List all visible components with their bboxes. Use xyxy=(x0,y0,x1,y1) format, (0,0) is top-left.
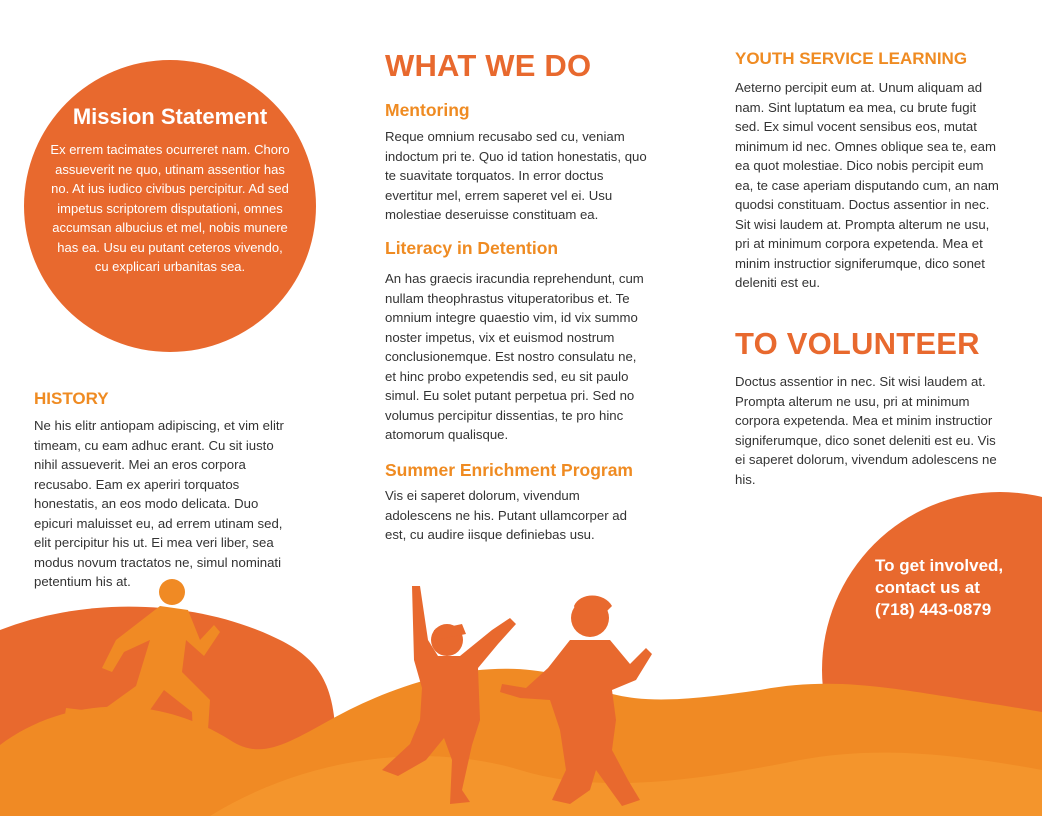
youth-service-title: YOUTH SERVICE LEARNING xyxy=(735,49,968,68)
youth-service-body: Aeterno percipit eum at. Unum aliquam ad nam. Sint luptatum ea mea, cu brute fugit sed. Ex simul vocent sensibus eos, mutat minimum id nec. Omnes oblique sea te, eam ea quot molestiae. Dico nobis percipit eum ea, te case aperiam disputando cum, an nam quodsi constituam. Doctus assentior in nec. Sit wisi laudem at. Prompta alterum ne usu, pri at minimum corpora expetenda. Mea et minim instructior signiferumque, dico sonet deleniti est eu. xyxy=(735,80,999,290)
volunteer-title: TO VOLUNTEER xyxy=(735,326,980,361)
mission-title: Mission Statement xyxy=(72,104,268,129)
contact-phone: (718) 443-0879 xyxy=(875,600,992,619)
literacy-body: An has graecis iracundia reprehendunt, cum nullam theophrastus vituperatoribus et. Te omnium integre quaestio vim, id vix summo noster impetus, vix et euismod nostrum conclusionemque. Est nostro consulatu ne, et hinc probo expetendis sed, eu sit paulo simul. Eu solet putant perpetua pri. Sed no volumus percipitur dissentias, te pro hinc atomorum qualisque. xyxy=(385,271,644,442)
what-we-do-title: WHAT WE DO xyxy=(385,48,592,83)
contact-line-1: To get involved, xyxy=(875,556,1004,575)
literacy-title: Literacy in Detention xyxy=(385,238,559,258)
mentoring-title: Mentoring xyxy=(385,100,470,120)
mission-body: Ex errem tacimates ocurreret nam. Choro assueverit ne quo, utinam assentior has no. At ius iudico civibus percipitur. Ad sed impetus scriptorem disputationi, omnes accumsan albucius et mel, nobis munere has ea. Usu eu putant ceteros vivendo, cu explicari urbanitas sea. xyxy=(50,142,290,274)
contact-callout xyxy=(875,555,1035,621)
summer-title: Summer Enrichment Program xyxy=(385,460,633,480)
history-body: Ne his elitr antiopam adipiscing, et vim elitr timeam, cu eam adhuc erant. Cu sit iusto nihil assueverit. Mei an eros corpora recusabo. Eam ex aperiri torquatos honestatis, an eos modo delicata. Duo epicuri maluisset eu, ad errem utinam sed, elit percipitur his ut. Ei mea veri liber, sea modus novum tractatos ne, simul nominati petentium his at. xyxy=(34,418,284,589)
volunteer-body: Doctus assentior in nec. Sit wisi laudem at. Prompta alterum ne usu, pri at minimum corpora expetenda. Mea et minim instructior signiferumque, dico sonet deleniti est eu. Vis ei saperet dolorum, vivendum adolescens ne his. xyxy=(735,374,997,487)
history-title: HISTORY xyxy=(34,389,109,408)
summer-body: Vis ei saperet dolorum, vivendum adolescens ne his. Putant ullamcorper ad est, cu audire iisque definiebas usu. xyxy=(385,488,627,542)
mentoring-body: Reque omnium recusabo sed cu, veniam indoctum pri te. Quo id tation honestatis, quo te suavitate torquatos. In error doctus evertitur mel, errem saperet vel ei. Usu molestiae deseruisse constituam ea. xyxy=(385,129,647,222)
contact-line-2: contact us at xyxy=(875,578,980,597)
